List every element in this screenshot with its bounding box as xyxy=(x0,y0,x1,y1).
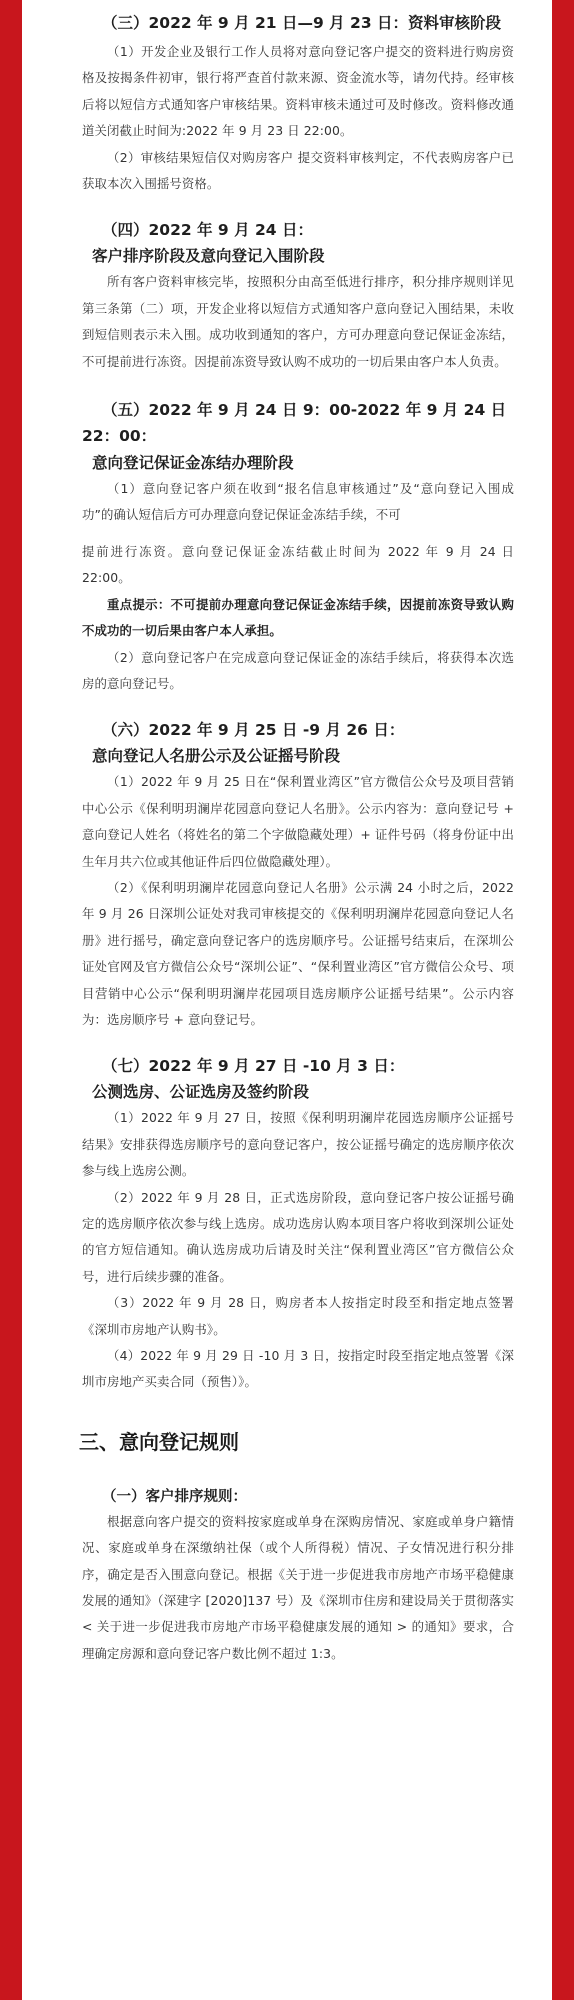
section-5-paragraph-1-cont: 提前进行冻资。意向登记保证金冻结截止时间为 2022 年 9 月 24 日 22:00。 xyxy=(82,543,514,586)
section-4 xyxy=(82,219,514,375)
part-3-subheading: （一）客户排序规则： xyxy=(102,1488,247,1505)
section-7-paragraph-3: （3）2022 年 9 月 28 日，购房者本人按指定时段至和指定地点签署《深圳市房地产认购书》。 xyxy=(82,1295,514,1337)
section-5-paragraph-2: （2）意向登记客户在完成意向登记保证金的冻结手续后，将获得本次选房的意向登记号。 xyxy=(82,649,514,691)
section-5-heading: （五）2022 年 9 月 24 日 9：00-2022 年 9 月 24 日 22：00： xyxy=(82,401,507,446)
section-3 xyxy=(82,0,514,197)
part-3 xyxy=(79,1428,514,1456)
document-page xyxy=(22,0,552,2000)
section-6 xyxy=(82,719,514,1033)
section-3-heading: （三）2022 年 9 月 21 日—9 月 23 日：资料审核阶段 xyxy=(102,14,502,32)
section-4-heading: （四）2022 年 9 月 24 日： xyxy=(102,221,313,240)
section-7-paragraph-4: （4）2022 年 9 月 29 日 -10 月 3 日，按指定时段至指定地点签署《深圳市房地产买卖合同（预售）》。 xyxy=(82,1348,514,1390)
section-7 xyxy=(82,1055,514,1395)
section-6-subheading: 意向登记人名册公示及公证摇号阶段 xyxy=(92,747,341,766)
section-3-paragraph-2: （2）审核结果短信仅对购房客户 提交资料审核判定，不代表购房客户已获取本次入围摇号资格。 xyxy=(82,149,514,192)
section-6-paragraph-1: （1）2022 年 9 月 25 日在“保利置业湾区”官方微信公众号及项目营销中心公示《保利明玥澜岸花园意向登记人名册》。公示内容为：意向登记号 + 意向登记人姓名（将姓名的第二个字做隐藏处理）+ 证件号码（将身份证中出生年月共六位或其他证件后四位做隐藏处理）。 xyxy=(82,774,514,869)
part-3-rules xyxy=(82,1486,514,1667)
section-5 xyxy=(82,397,514,697)
section-6-paragraph-2: （2）《保利明玥澜岸花园意向登记人名册》公示满 24 小时之后，2022 年 9 月 26 日深圳公证处对我司审核提交的《保利明玥澜岸花园意向登记人名册》进行摇号，确定意向登记客户的选房顺序号。公证摇号结束后，在深圳公证处官网及官方微信公众号“深圳公证”、“保利置业湾区”官方微信公众号、项目营销中心公示“保利明玥澜岸花园项目选房顺序公证摇号结果”。公示内容为：选房顺序号 + 意向登记号。 xyxy=(82,879,514,1027)
section-7-heading: （七）2022 年 9 月 27 日 -10 月 3 日： xyxy=(102,1057,405,1076)
section-7-subheading: 公测选房、公证选房及签约阶段 xyxy=(92,1083,310,1102)
section-6-heading: （六）2022 年 9 月 25 日 -9 月 26 日： xyxy=(102,721,405,740)
section-7-paragraph-1: （1）2022 年 9 月 27 日，按照《保利明玥澜岸花园选房顺序公证摇号结果》安排获得选房顺序号的意向登记客户，按公证摇号确定的选房顺序依次参与线上选房公测。 xyxy=(82,1110,514,1179)
part-3-paragraph-1: 根据意向客户提交的资料按家庭或单身在深购房情况、家庭或单身户籍情况、家庭或单身在深缴纳社保（或个人所得税）情况、子女情况进行积分排序，确定是否入围意向登记。根据《关于进一步促进我市房地产市场平稳健康发展的通知》（深建字 [2020]137 号）及《深圳市住房和建设局关于贯彻落实 < 关于进一步促进我市房地产市场平稳健康发展的通知 > 的通知》要求，合理确定房源和意向登记客户数比例不超过 1:3。 xyxy=(82,1513,514,1661)
section-7-paragraph-2: （2）2022 年 9 月 28 日，正式选房阶段，意向登记客户按公证摇号确定的选房顺序依次参与线上选房。成功选房认购本项目客户将收到深圳公证处的官方短信通知。确认选房成功后请及时关注“保利置业湾区”官方微信公众号，进行后续步骤的准备。 xyxy=(82,1189,514,1284)
section-4-subheading: 客户排序阶段及意向登记入围阶段 xyxy=(92,247,325,266)
section-3-paragraph-1: （1）开发企业及银行工作人员将对意向登记客户提交的资料进行购房资格及按揭条件初审，银行将严查首付款来源、资金流水等，请勿代持。经审核后将以短信方式通知客户审核结果。资料审核未通过可及时修改。资料修改通道关闭截止时间为:2022 年 9 月 23 日 22:00。 xyxy=(82,44,514,139)
section-4-paragraph-1: 所有客户资料审核完毕，按照积分由高至低进行排序，积分排序规则详见第三条第（二）项，开发企业将以短信方式通知客户意向登记入围结果，未收到短信则表示未入围。成功收到通知的客户，方可办理意向登记保证金冻结，不可提前进行冻资。因提前冻资导致认购不成功的一切后果由客户本人负责。 xyxy=(82,274,514,369)
section-5-paragraph-1: （1）意向登记客户须在收到“报名信息审核通过”及“意向登记入围成功”的确认短信后方可办理意向登记保证金冻结手续，不可 xyxy=(82,481,514,523)
section-5-subheading: 意向登记保证金冻结办理阶段 xyxy=(92,454,294,473)
section-5-key-notice: 重点提示：不可提前办理意向登记保证金冻结手续，因提前冻资导致认购不成功的一切后果由客户本人承担。 xyxy=(82,596,514,639)
document-content xyxy=(22,0,552,1667)
part-3-title: 三、意向登记规则 xyxy=(79,1429,239,1454)
